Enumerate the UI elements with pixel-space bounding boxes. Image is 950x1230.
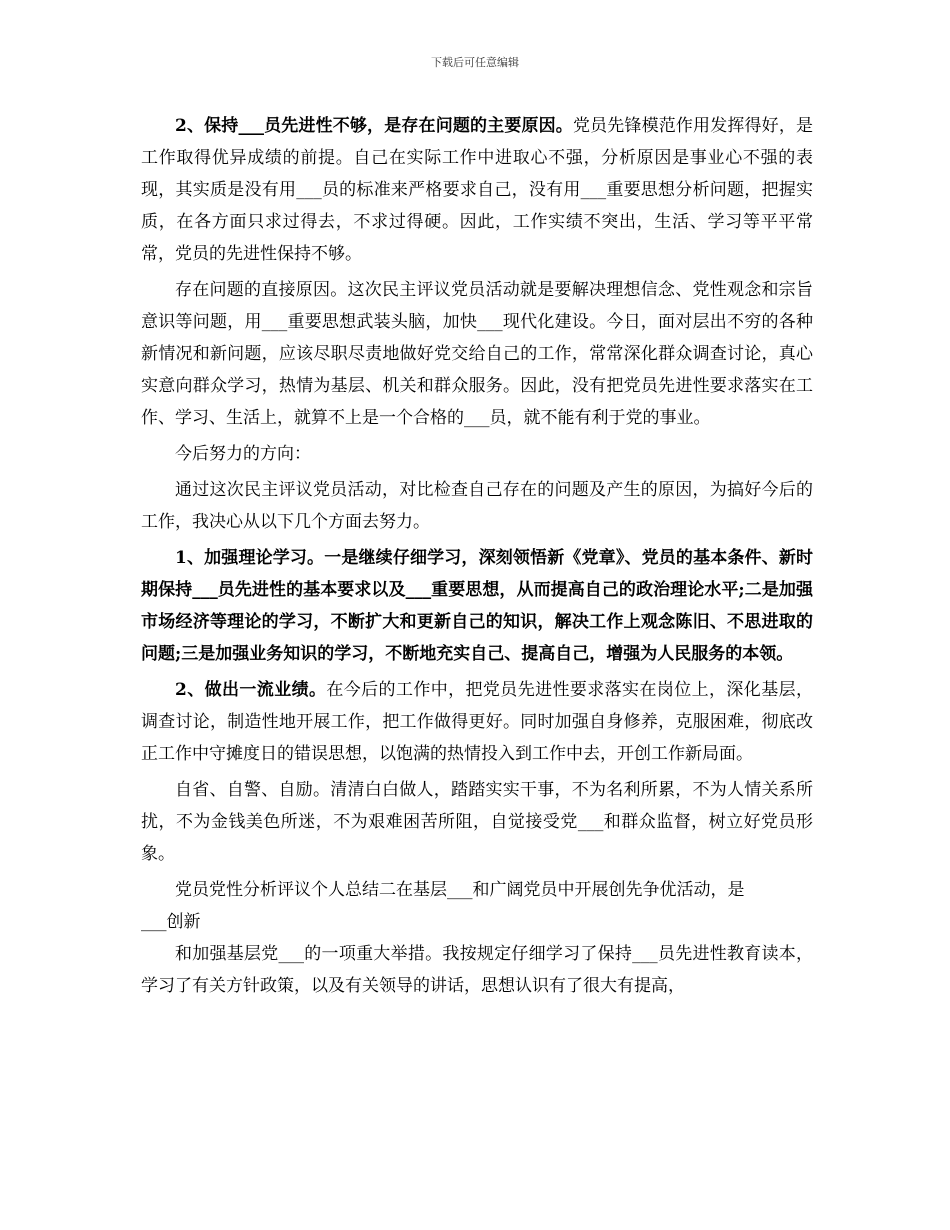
page-header: 下载后可任意编辑 — [431, 56, 519, 69]
paragraph-heading: 2、做出一流业绩。 — [175, 680, 327, 700]
paragraph-heading: 2、保持___员先进性不够，是存在问题的主要原因。 — [175, 116, 573, 136]
paragraph-direct-cause: 存在问题的直接原因。这次民主评议党员活动就是要解决理想信念、党性观念和宗旨意识等问题，用___重要思想武装头脑，加快___现代化建设。今日，面对层出不穷的各种新情况和新问题，应该尽职尽责地做好党交给自己的工作，常常深化群众调查讨论，真心实意向群众学习，热情为基层、机关和群众服务。因此，没有把党员先进性要求落实在工作、学习、生活上，就算不上是一个合格的___员，就不能有利于党的事业。 — [141, 280, 813, 428]
paragraph-performance — [141, 674, 813, 770]
paragraph-summary-two-start: 党员党性分析评议个人总结二在基层___和广阔党员中开展创先争优活动，是 — [175, 880, 745, 900]
document-body — [141, 110, 813, 1002]
paragraph-main-cause — [141, 110, 813, 270]
paragraph-text: 党员先锋模范作用发挥得好，是工作取得优异成绩的前提。自己在实际工作中进取心不强，分析原因是事业心不强的表现，其实质是没有用___员的标准来严格要求自己，没有用___重要思想分析问题，把握实质，在各方面只求过得去，不求过得硬。因此，工作实绩不突出，生活、学习等平平常常，党员的先进性保持不够。 — [141, 116, 814, 264]
section-heading-future-direction: 今后努力的方向： — [175, 444, 311, 464]
paragraph-heading: 1、加强理论学习。一是继续仔细学习，深刻领悟新《党章》、党员的基本条件、新时期保持___员先进性的基本要求以及___重要思想，从而提高自己的政治理论水平;二是加强市场经济等理论的学习，不断扩大和更新自己的知识，解决工作上观念陈旧、不思进取的问题;三是加强业务知识的学习，不断地充实自己、提高自己，增强为人民服务的本领。 — [141, 548, 813, 664]
paragraph-text: 在今后的工作中，把党员先进性要求落实在岗位上，深化基层，调查讨论，制造性地开展工作，把工作做得更好。同时加强自身修养，克服困难，彻底改正工作中守摊度日的错误思想，以饱满的热情投入到工作中去，开创工作新局面。 — [141, 680, 813, 764]
paragraph-study-materials: 和加强基层党___的一项重大举措。我按规定仔细学习了保持___员先进性教育读本，学习了有关方针政策，以及有关领导的讲话，思想认识有了很大有提高， — [141, 944, 813, 996]
paragraph-intro-effort: 通过这次民主评议党员活动，对比检查自己存在的问题及产生的原因，为搞好今后的工作，我决心从以下几个方面去努力。 — [141, 480, 813, 532]
paragraph-self-reflection: 自省、自警、自励。清清白白做人，踏踏实实干事，不为名利所累，不为人情关系所扰，不为金钱美色所迷，不为艰难困苦所阻，自觉接受党___和群众监督，树立好党员形象。 — [141, 780, 813, 864]
paragraph-fragment-innovation: ___创新 — [141, 912, 201, 932]
paragraph-theory-study — [141, 542, 813, 670]
